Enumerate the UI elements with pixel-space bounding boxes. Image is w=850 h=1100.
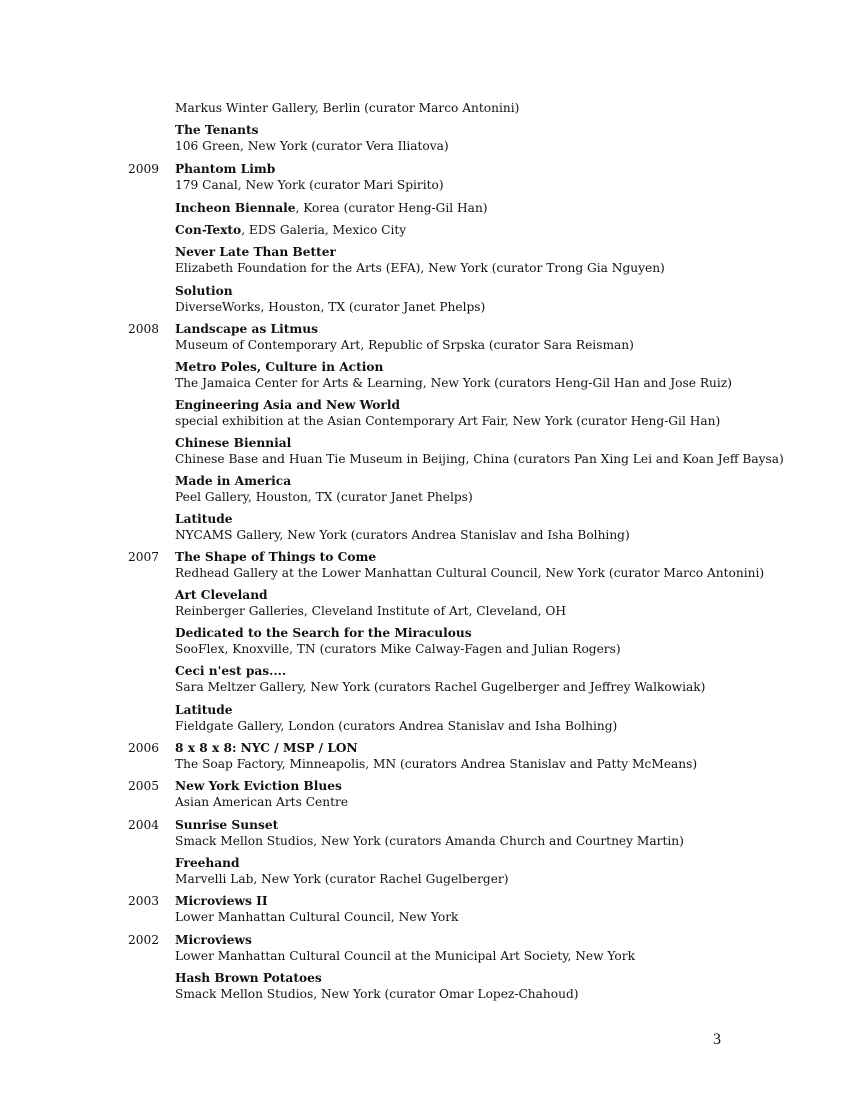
entry-venue: Elizabeth Foundation for the Arts (EFA), New York (curator Trong Gia Nguyen) xyxy=(175,261,665,275)
exhibition-entry xyxy=(0,702,850,735)
entry-title: 8 x 8 x 8: NYC / MSP / LON xyxy=(175,741,358,755)
entry-title: Landscape as Litmus xyxy=(175,322,318,336)
exhibition-entry xyxy=(0,397,850,430)
entry-venue: , EDS Galeria, Mexico City xyxy=(241,223,407,237)
entry-body xyxy=(175,359,790,391)
exhibition-entry xyxy=(0,100,850,116)
entry-title: Latitude xyxy=(175,703,233,717)
page-number: 3 xyxy=(713,1031,721,1048)
entry-year: 2005 xyxy=(127,779,159,793)
exhibition-entry xyxy=(0,473,850,506)
entry-title: Incheon Biennale xyxy=(175,201,296,215)
exhibition-entry xyxy=(0,587,850,620)
entry-title: Metro Poles, Culture in Action xyxy=(175,360,384,374)
entry-body xyxy=(175,283,790,315)
exhibition-entry xyxy=(0,222,850,238)
entry-body xyxy=(175,855,790,887)
entry-body xyxy=(175,511,790,543)
entry-body xyxy=(175,473,790,505)
exhibition-entry xyxy=(0,625,850,658)
entry-year: 2002 xyxy=(127,933,159,947)
entry-body xyxy=(175,161,790,193)
entry-venue: special exhibition at the Asian Contemporary Art Fair, New York (curator Heng-Gil Han) xyxy=(175,414,721,428)
entry-venue: Smack Mellon Studios, New York (curators Amanda Church and Courtney Martin) xyxy=(175,834,684,848)
entry-venue: Fieldgate Gallery, London (curators Andrea Stanislav and Isha Bolhing) xyxy=(175,719,618,733)
entry-venue: Lower Manhattan Cultural Council at the Municipal Art Society, New York xyxy=(175,949,635,963)
entry-venue: NYCAMS Gallery, New York (curators Andrea Stanislav and Isha Bolhing) xyxy=(175,528,630,542)
exhibition-entry xyxy=(0,200,850,216)
entry-body xyxy=(175,200,790,216)
exhibition-list xyxy=(0,100,850,1003)
entry-title: New York Eviction Blues xyxy=(175,779,342,793)
entry-venue: Peel Gallery, Houston, TX (curator Janet Phelps) xyxy=(175,490,473,504)
entry-venue: Smack Mellon Studios, New York (curator Omar Lopez-Chahoud) xyxy=(175,987,579,1001)
entry-body xyxy=(175,702,790,734)
entry-venue: 179 Canal, New York (curator Mari Spirito) xyxy=(175,178,444,192)
exhibition-entry xyxy=(0,511,850,544)
entry-body xyxy=(175,321,790,353)
entry-body xyxy=(175,625,790,657)
exhibition-entry xyxy=(0,549,850,582)
exhibition-entry xyxy=(0,161,850,194)
entry-title: Freehand xyxy=(175,856,240,870)
entry-body xyxy=(175,100,790,116)
entry-title: Hash Brown Potatoes xyxy=(175,971,322,985)
entry-body xyxy=(175,122,790,154)
entry-venue: Chinese Base and Huan Tie Museum in Beijing, China (curators Pan Xing Lei and Koan Jeff Baysa) xyxy=(175,452,784,466)
entry-venue: Reinberger Galleries, Cleveland Institute of Art, Cleveland, OH xyxy=(175,604,567,618)
entry-body xyxy=(175,549,790,581)
exhibition-entry xyxy=(0,932,850,965)
exhibition-entry xyxy=(0,321,850,354)
entry-title: Microviews xyxy=(175,933,252,947)
entry-year: 2009 xyxy=(127,162,159,176)
entry-title: Made in America xyxy=(175,474,292,488)
entry-venue: Marvelli Lab, New York (curator Rachel Gugelberger) xyxy=(175,872,509,886)
entry-body xyxy=(175,663,790,695)
exhibition-entry xyxy=(0,970,850,1003)
entry-venue: 106 Green, New York (curator Vera Iliatova) xyxy=(175,139,449,153)
entry-year: 2007 xyxy=(127,550,159,564)
entry-title: Microviews II xyxy=(175,894,268,908)
entry-venue: The Jamaica Center for Arts & Learning, New York (curators Heng-Gil Han and Jose Ruiz) xyxy=(175,376,732,390)
entry-title: Con-Texto xyxy=(175,223,242,237)
entry-body xyxy=(175,778,790,810)
entry-body xyxy=(175,435,790,467)
entry-year: 2006 xyxy=(127,741,159,755)
entry-title: Latitude xyxy=(175,512,233,526)
entry-title: Engineering Asia and New World xyxy=(175,398,400,412)
entry-title: Never Late Than Better xyxy=(175,245,336,259)
entry-venue: Redhead Gallery at the Lower Manhattan Cultural Council, New York (curator Marco Antonini) xyxy=(175,566,765,580)
entry-year: 2008 xyxy=(127,322,159,336)
entry-body xyxy=(175,817,790,849)
entry-venue: Markus Winter Gallery, Berlin (curator Marco Antonini) xyxy=(175,101,520,115)
entry-body xyxy=(175,244,790,276)
exhibition-entry xyxy=(0,122,850,155)
entry-venue: Asian American Arts Centre xyxy=(175,795,349,809)
entry-body xyxy=(175,932,790,964)
entry-title: Chinese Biennial xyxy=(175,436,292,450)
exhibition-entry xyxy=(0,435,850,468)
entry-venue: SooFlex, Knoxville, TN (curators Mike Calway-Fagen and Julian Rogers) xyxy=(175,642,621,656)
entry-title: The Shape of Things to Come xyxy=(175,550,377,564)
exhibition-entry xyxy=(0,283,850,316)
entry-body xyxy=(175,970,790,1002)
entry-title: Sunrise Sunset xyxy=(175,818,279,832)
entry-title: Solution xyxy=(175,284,233,298)
exhibition-entry xyxy=(0,663,850,696)
entry-title: Dedicated to the Search for the Miraculous xyxy=(175,626,472,640)
entry-venue: Sara Meltzer Gallery, New York (curators Rachel Gugelberger and Jeffrey Walkowiak) xyxy=(175,680,706,694)
exhibition-entry xyxy=(0,244,850,277)
exhibition-entry xyxy=(0,855,850,888)
entry-title: The Tenants xyxy=(175,123,259,137)
entry-venue: DiverseWorks, Houston, TX (curator Janet Phelps) xyxy=(175,300,486,314)
exhibition-entry xyxy=(0,359,850,392)
entry-body xyxy=(175,740,790,772)
entry-title: Art Cleveland xyxy=(175,588,268,602)
exhibition-entry xyxy=(0,817,850,850)
entry-body xyxy=(175,587,790,619)
entry-venue: The Soap Factory, Minneapolis, MN (curators Andrea Stanislav and Patty McMeans) xyxy=(175,757,698,771)
entry-venue: Museum of Contemporary Art, Republic of Srpska (curator Sara Reisman) xyxy=(175,338,634,352)
entry-body xyxy=(175,893,790,925)
exhibition-entry xyxy=(0,740,850,773)
entry-body xyxy=(175,397,790,429)
entry-body xyxy=(175,222,790,238)
entry-title: Ceci n'est pas.... xyxy=(175,664,287,678)
exhibition-entry xyxy=(0,893,850,926)
entry-venue: Lower Manhattan Cultural Council, New York xyxy=(175,910,459,924)
entry-year: 2003 xyxy=(127,894,159,908)
entry-venue: , Korea (curator Heng-Gil Han) xyxy=(295,201,488,215)
entry-year: 2004 xyxy=(127,818,159,832)
exhibition-entry xyxy=(0,778,850,811)
entry-title: Phantom Limb xyxy=(175,162,276,176)
